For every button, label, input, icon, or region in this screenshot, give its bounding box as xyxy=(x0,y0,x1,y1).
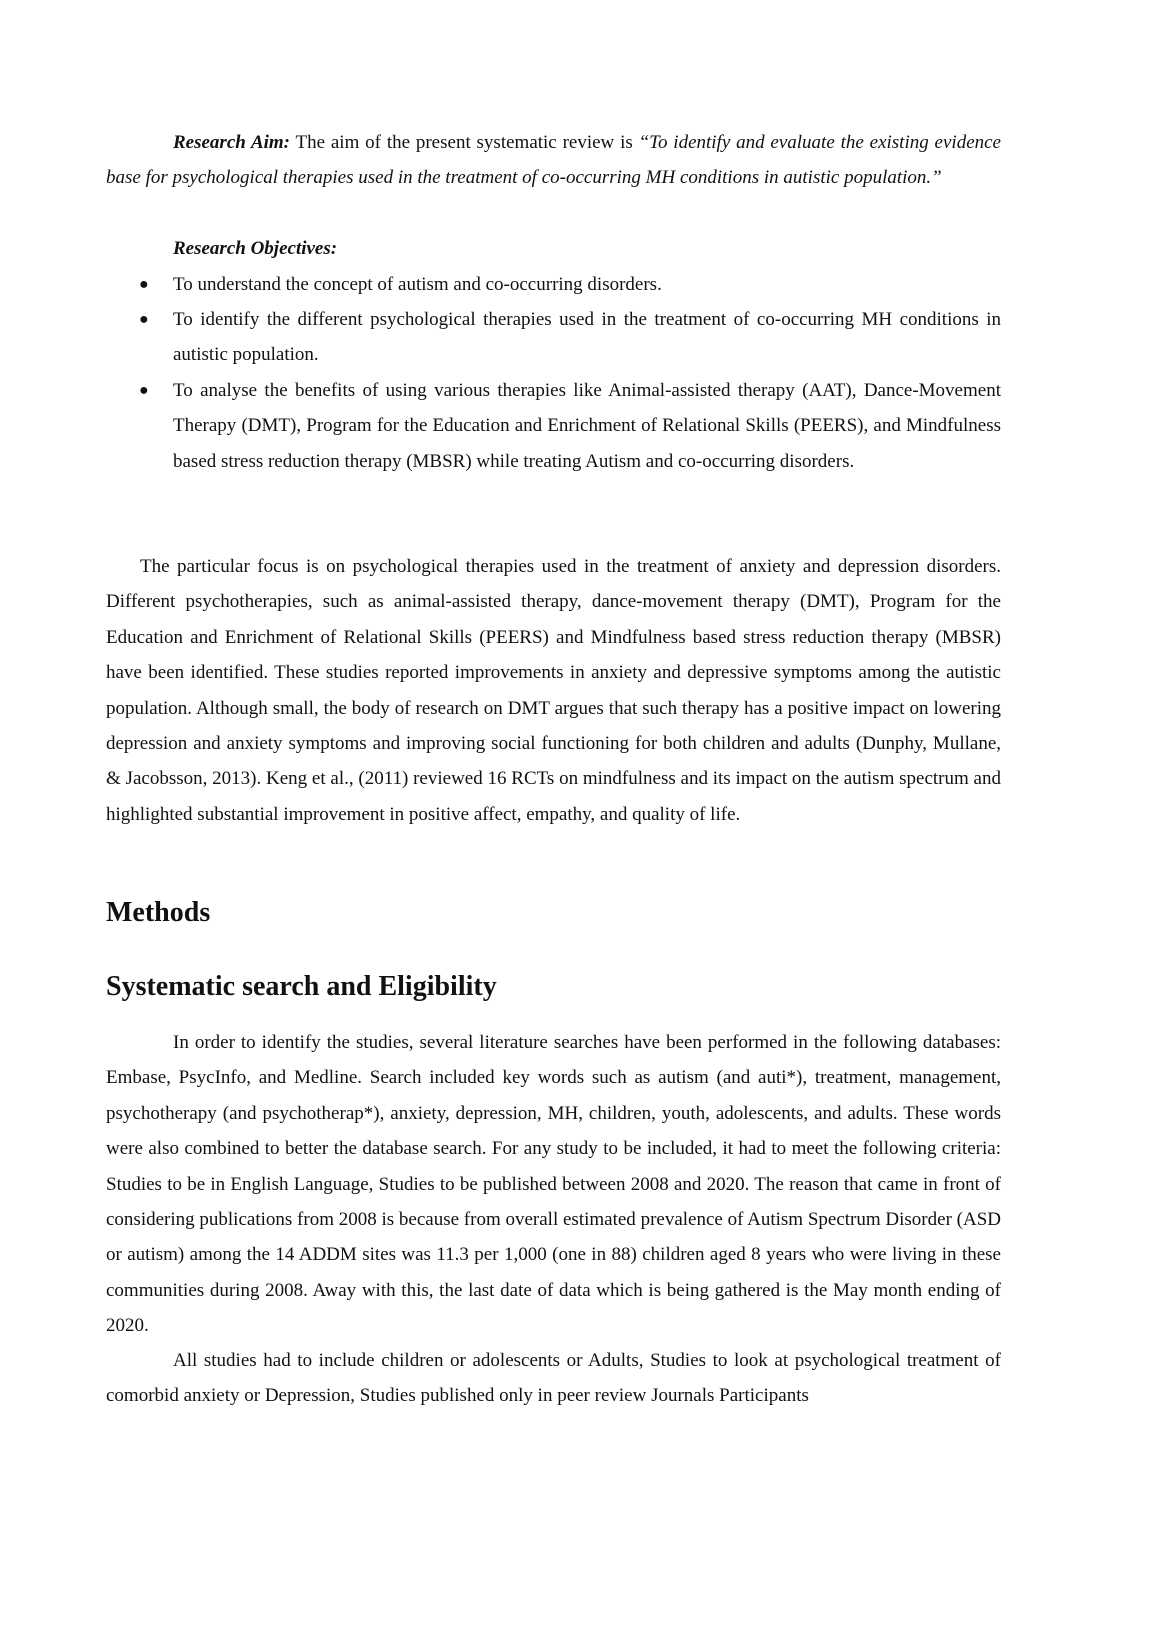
bullet-icon: ● xyxy=(139,276,149,293)
criteria-paragraph: All studies had to include children or adolescents or Adults, Studies to look at psychological treatment of comorbid anxiety or Depression, Studies published only in peer review Journals Participants xyxy=(106,1350,1001,1407)
search-paragraph: In order to identify the studies, several literature searches have been performed in the following databases: Embase, PsycInfo, and Medline. Search included key words such as autism (and auti*), treatment, management, psychotherapy (and psychotherap*), anxiety, depression, MH, children, youth, adolescents, and adults. These words were also combined to better the database search. For any study to be included, it had to meet the following criteria: Studies to be in English Language, Studies to be published between 2008 and 2020. The reason that came in front of considering publications from 2008 is because from overall estimated prevalence of Autism Spectrum Disorder (ASD or autism) among the 14 ADDM sites was 11.3 per 1,000 (one in 88) children aged 8 years who were living in these communities during 2008. Away with this, the last date of data which is being gathered is the May month ending of 2020. xyxy=(106,1032,1001,1337)
research-aim-intro: The aim of the present systematic review is xyxy=(290,132,639,153)
objective-item: To identify the different psychological therapies used in the treatment of co-occurring MH conditions in autistic population. xyxy=(173,309,1001,366)
objective-item: To understand the concept of autism and co-occurring disorders. xyxy=(173,274,662,295)
research-aim-paragraph xyxy=(106,125,1001,196)
research-aim-quote: “To identify and evaluate the existing evidence base for psychological therapies used in the treatment of co-occurring MH conditions in autistic population.” xyxy=(106,132,1001,189)
bullet-icon: ● xyxy=(139,382,149,399)
research-objectives-label: Research Objectives: xyxy=(173,238,338,259)
research-objectives-heading xyxy=(106,231,1001,266)
research-aim-label: Research Aim: xyxy=(173,132,291,153)
objective-item: To analyse the benefits of using various therapies like Animal-assisted therapy (AAT), Dance-Movement Therapy (DMT), Program for the Education and Enrichment of Relational Skills (PEERS), and Mindfulness based stress reduction therapy (MBSR) while treating Autism and co-occurring disorders. xyxy=(173,380,1001,472)
systematic-search-heading: Systematic search and Eligibility xyxy=(106,971,497,1002)
bullet-icon: ● xyxy=(139,311,149,328)
methods-heading: Methods xyxy=(106,897,211,928)
focus-paragraph: The particular focus is on psychological therapies used in the treatment of anxiety and depression disorders. Different psychotherapies, such as animal-assisted therapy, dance-movement therapy (DMT), Program for the Education and Enrichment of Relational Skills (PEERS) and Mindfulness based stress reduction therapy (MBSR) have been identified. These studies reported improvements in anxiety and depressive symptoms among the autistic population. Although small, the body of research on DMT argues that such therapy has a positive impact on lowering depression and anxiety symptoms and improving social functioning for both children and adults (Dunphy, Mullane, & Jacobsson, 2013). Keng et al., (2011) reviewed 16 RCTs on mindfulness and its impact on the autism spectrum and highlighted substantial improvement in positive affect, empathy, and quality of life. xyxy=(106,556,1001,825)
